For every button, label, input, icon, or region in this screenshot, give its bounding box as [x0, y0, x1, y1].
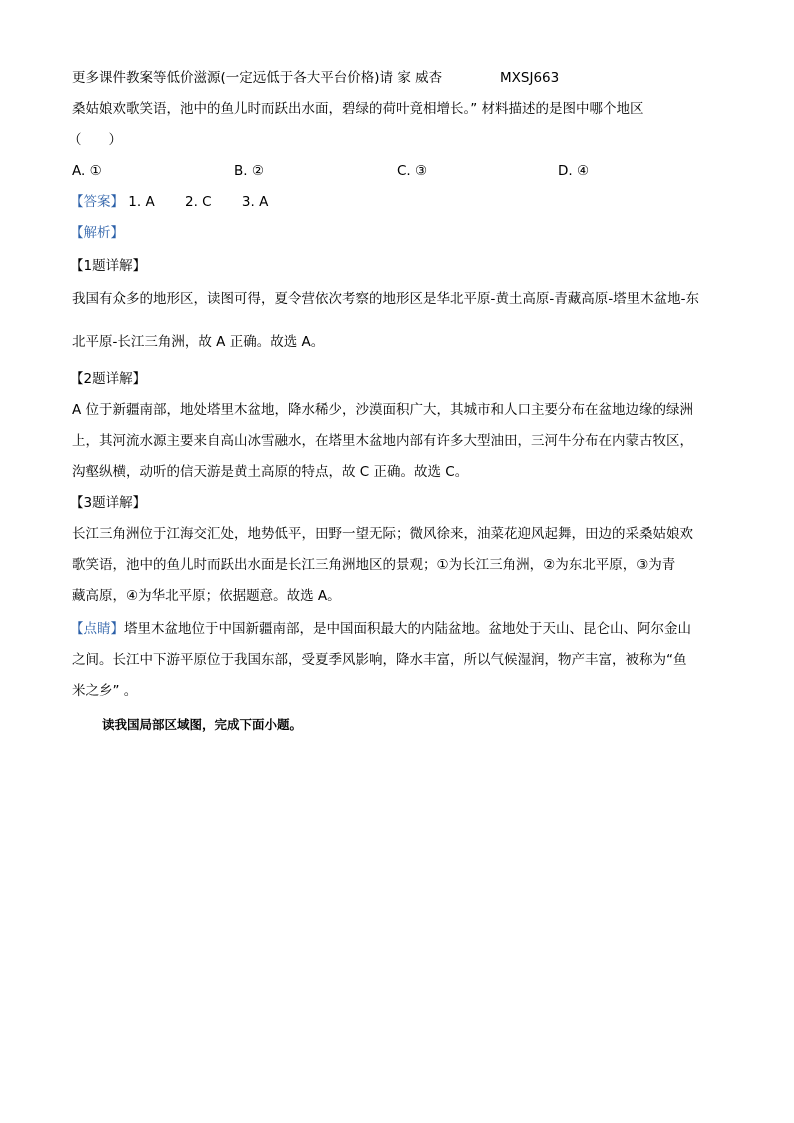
- tip-tag: 【点睛】: [70, 621, 124, 637]
- tip-line-3: 米之乡” 。: [72, 683, 138, 699]
- resource-code: MXSJ663: [500, 70, 560, 86]
- q3-title: 【3题详解】: [70, 495, 147, 511]
- answer-value-3: 3. A: [241, 194, 269, 210]
- q3-line-3: 藏高原，④为华北平原；依据题意。故选 A。: [72, 588, 341, 604]
- answer-blank: （ ）: [68, 132, 122, 148]
- q3-line-1: 长江三角洲位于江海交汇处，地势低平，田野一望无际；微风徐来，油菜花迎风起舞，田边的采桑姑娘欢: [72, 526, 693, 542]
- promo-text: 更多课件教案等低价滋源(一定远低于各大平台价格)请 家 威杏: [72, 70, 443, 86]
- analysis-tag: 【解析】: [70, 225, 124, 241]
- q2-line-3: 沟壑纵横，动听的信天游是黄土高原的特点，故 C 正确。故选 C。: [72, 464, 469, 480]
- q1-title: 【1题详解】: [70, 258, 147, 274]
- option-a: A. ①: [72, 163, 102, 179]
- tip-line-2: 之间。长江中下游平原位于我国东部，受夏季风影响，降水丰富，所以气候湿润，物产丰富，被称为“鱼: [72, 652, 687, 668]
- answer-value-1: 1. A: [128, 194, 155, 210]
- q1-line-1: 我国有众多的地形区，读图可得，夏令营依次考察的地形区是华北平原-黄土高原-青藏高原-塔里木盆地-东: [72, 291, 699, 307]
- q2-title: 【2题详解】: [70, 371, 147, 387]
- q2-line-2: 上，其河流水源主要来自高山冰雪融水，在塔里木盆地内部有许多大型油田，三河牛分布在内蒙古牧区，: [72, 433, 693, 449]
- header-promo-line: [72, 69, 560, 87]
- answer-tag: 【答案】: [70, 194, 124, 210]
- next-question-prompt: 读我国局部区域图，完成下面小题。: [102, 717, 303, 732]
- option-c: C. ③: [397, 163, 428, 179]
- tip-text-1: 塔里木盆地位于中国新疆南部，是中国面积最大的内陆盆地。盆地处于天山、昆仑山、阿尔金山: [124, 621, 691, 637]
- q3-line-2: 歌笑语，池中的鱼儿时而跃出水面是长江三角洲地区的景观；①为长江三角洲，②为东北平原，③为青: [72, 557, 676, 573]
- answer-value-2: 2. C: [185, 194, 212, 210]
- answer-line: [70, 193, 268, 211]
- option-b: B. ②: [234, 163, 264, 179]
- option-d: D. ④: [558, 163, 590, 179]
- tip-line-1: [70, 620, 691, 638]
- q1-line-2: 北平原-长江三角洲，故 A 正确。故选 A。: [72, 334, 325, 350]
- question-stem: 桑姑娘欢歌笑语，池中的鱼儿时而跃出水面，碧绿的荷叶竟相增长。” 材料描述的是图中哪个地区: [72, 101, 644, 117]
- q2-line-1: A 位于新疆南部，地处塔里木盆地，降水稀少，沙漠面积广大，其城市和人口主要分布在盆地边缘的绿洲: [72, 402, 694, 418]
